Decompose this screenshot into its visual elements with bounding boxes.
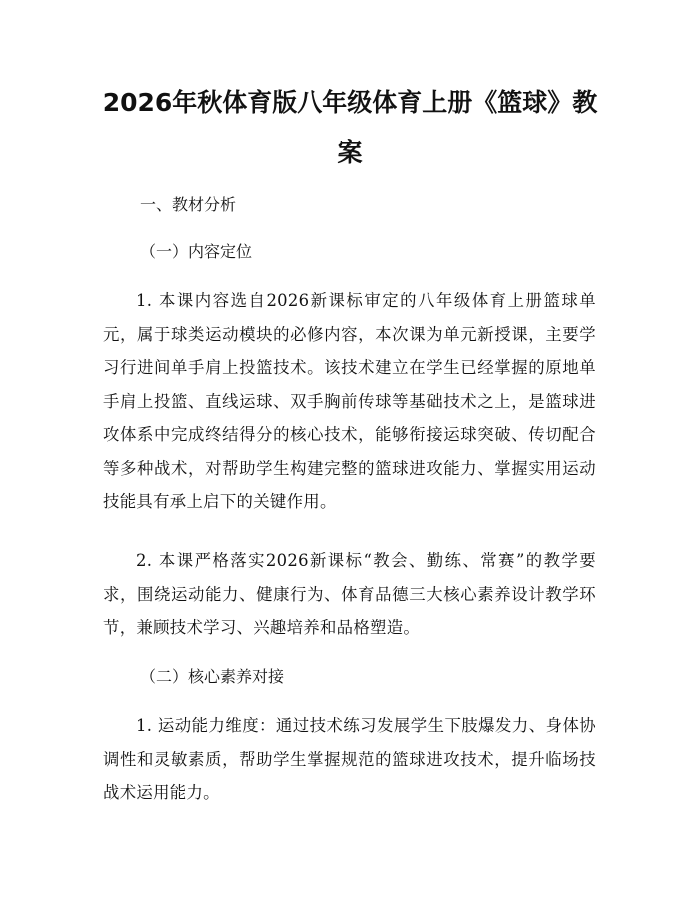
subsection-heading-core-literacy: （二）核心素养对接 [140,667,285,686]
paragraph-content-positioning-1: 1. 本课内容选自2026新课标审定的八年级体育上册篮球单元，属于球类运动模块的必修内容，本次课为单元新授课，主要学习行进间单手肩上投篮技术。该技术建立在学生已经掌握的原地单手肩上投篮、直线运球、双手胸前传球等基础技术之上，是篮球进攻体系中完成终结得分的核心技术，能够衔接运球突破、传切配合等多种战术，对帮助学生构建完整的篮球进攻能力、掌握实用运动技能具有承上启下的关键作用。 [103,291,596,511]
document-title: 2026年秋体育版八年级体育上册《篮球》教案 [102,88,598,167]
paragraph-core-literacy-1: 1. 运动能力维度：通过技术练习发展学生下肢爆发力、身体协调性和灵敏素质，帮助学生掌握规范的篮球进攻技术，提升临场技战术运用能力。 [103,716,596,802]
section-heading-textbook-analysis: 一、教材分析 [140,195,237,214]
paragraph-content-positioning-2: 2. 本课严格落实2026新课标“教会、勤练、常赛”的教学要求，围绕运动能力、健康行为、体育品德三大核心素养设计教学环节，兼顾技术学习、兴趣培养和品格塑造。 [103,551,596,637]
subsection-heading-content-positioning: （一）内容定位 [140,242,253,261]
